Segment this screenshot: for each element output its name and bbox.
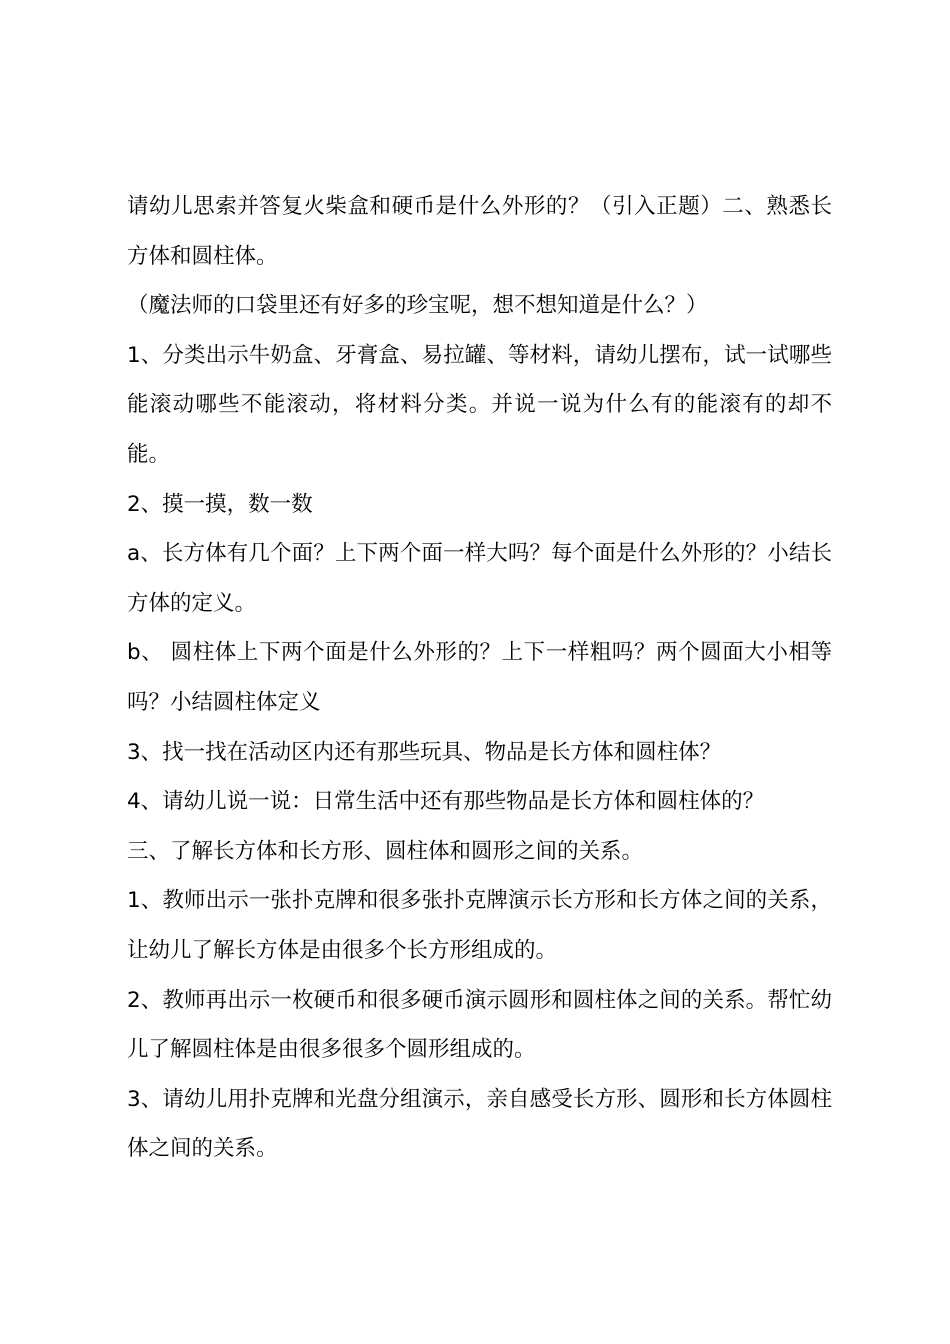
paragraph-step-4-discuss: 4、请幼儿说一说：日常生活中还有那些物品是长方体和圆柱体的？ xyxy=(127,789,765,815)
document-body xyxy=(127,182,832,1174)
paragraph-magician-pocket: （魔法师的口袋里还有好多的珍宝呢，想不想知道是什么？） xyxy=(127,293,708,319)
paragraph-step-3-find: 3、找一找在活动区内还有那些玩具、物品是长方体和圆柱体？ xyxy=(127,739,722,765)
paragraph-cylinder-faces: b、 圆柱体上下两个面是什么外形的？上下一样粗吗？两个圆面大小相等吗？小结圆柱体定义 xyxy=(127,640,832,715)
paragraph-section-3-heading: 三、了解长方体和长方形、圆柱体和圆形之间的关系。 xyxy=(127,838,644,864)
paragraph-playing-cards-demo: 1、教师出示一张扑克牌和很多张扑克牌演示长方形和长方体之间的关系，让幼儿了解长方体是由很多个长方形组成的。 xyxy=(127,888,832,963)
paragraph-step-1-classify: 1、分类出示牛奶盒、牙膏盒、易拉罐、等材料，请幼儿摆布，试一试哪些能滚动哪些不能滚动，将材料分类。并说一说为什么有的能滚有的却不能。 xyxy=(127,342,832,467)
paragraph-step-2-touch-count: 2、摸一摸，数一数 xyxy=(127,491,313,517)
paragraph-intro-question: 请幼儿思索并答复火柴盒和硬币是什么外形的？（引入正题）二、熟悉长方体和圆柱体。 xyxy=(127,194,832,269)
paragraph-coins-demo: 2、教师再出示一枚硬币和很多硬币演示圆形和圆柱体之间的关系。帮忙幼儿了解圆柱体是由很多很多个圆形组成的。 xyxy=(127,987,832,1063)
paragraph-cuboid-faces: a、长方体有几个面？上下两个面一样大吗？每个面是什么外形的？小结长方体的定义。 xyxy=(127,541,832,616)
paragraph-group-demo: 3、请幼儿用扑克牌和光盘分组演示，亲自感受长方形、圆形和长方体圆柱体之间的关系。 xyxy=(127,1086,832,1162)
